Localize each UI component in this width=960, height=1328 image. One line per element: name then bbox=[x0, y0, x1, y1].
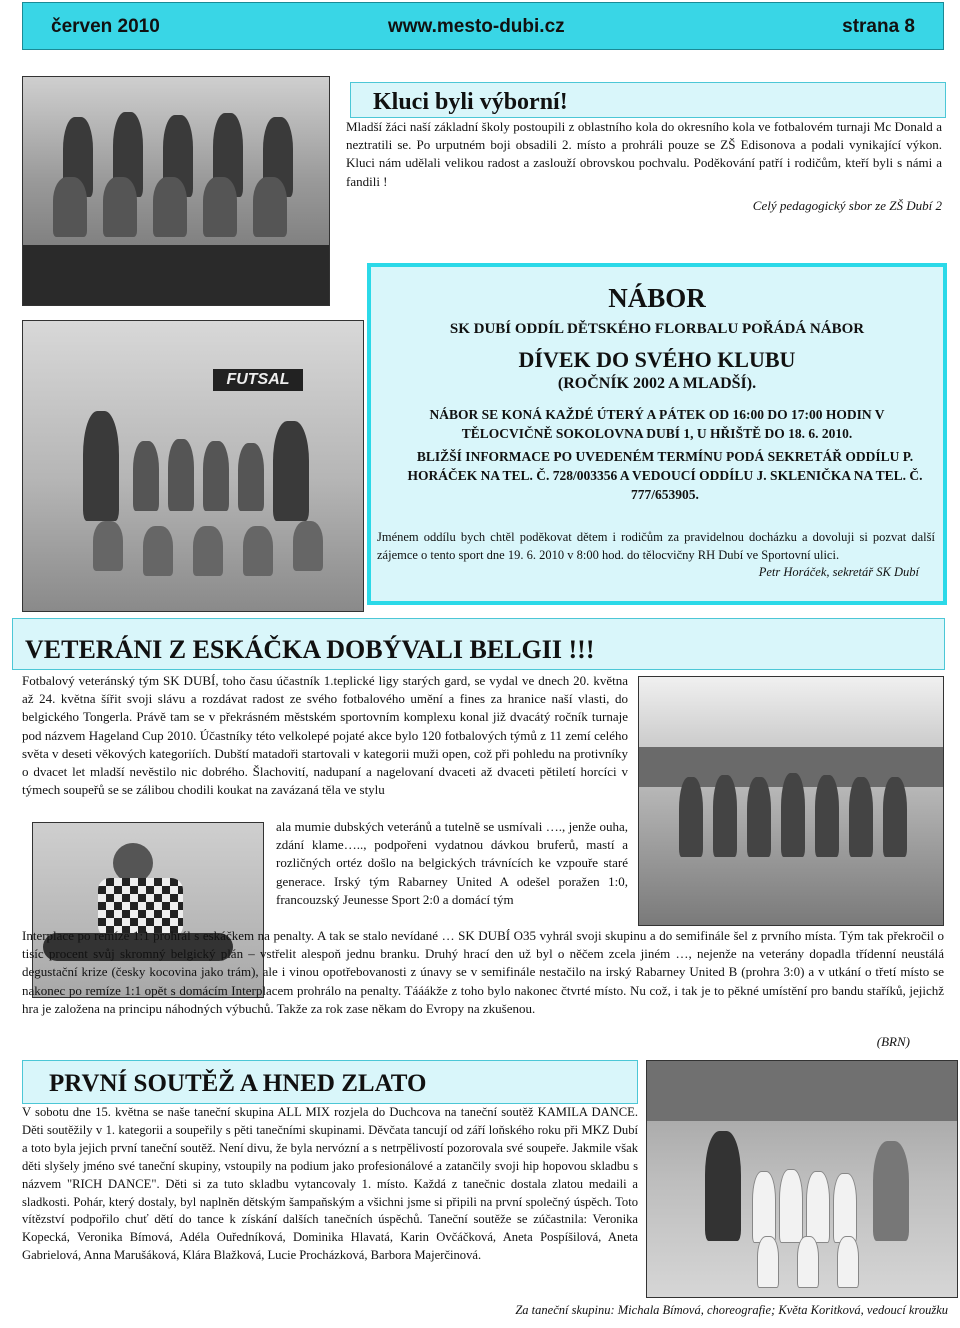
article2-title: VETERÁNI Z ESKÁČKA DOBÝVALI BELGII !!! bbox=[12, 618, 945, 670]
photo-veterans-team bbox=[638, 676, 944, 926]
recruitment-title: NÁBOR bbox=[608, 283, 706, 313]
photo-dance-group bbox=[646, 1060, 958, 1298]
recruitment-line4: NÁBOR SE KONÁ KAŽDÉ ÚTERÝ A PÁTEK OD 16:00 DO 17:00 HODIN V TĚLOCVIČNĚ SOKOLOVNA DUBÍ 1, U HŘIŠTĚ DO 18. 6. 2010. bbox=[429, 407, 885, 441]
article3-body: V sobotu dne 15. května se naše taneční skupina ALL MIX rozjela do Duchcova na taneční soutěž KAMILA DANCE. Děti soutěžily v 1. kategorii a soupeřily s pěti tanečními skupinami. Děvčata tancují od září loňského roku při MKZ Dubí a toto byla jejich první taneční soutěž. Není divu, že byla nervózní a s netrpělivostí pozorovala své soupeře. Jakmile však děti slyšely jméno své taneční skupiny, vstoupily na podium jako profesionálové a zatančily svoji hip hopovou skladbu s názvem "RICH DANCE". Děti si za tuto skladbu vytancovaly 1. místo. Každá z tanečnic dostala zlatou medaili a sladkosti. Pohár, který dostaly, byl naplněn dětským šampaňským a všichni jsme si připili na první společný úspěch. Toto vítězství podpořilo chuť dětí do tance k získání dalších tanečních úspěchů. Taneční soutěže se zúčastnila: Veronika Kopecká, Veronika Bímová, Adéla Ouředníková, Dominika Hlavatá, Karin Ovčáčková, Aneta Pospíšilová, Aneta Gabrielová, Anna Marušáková, Klára Blažková, Lucie Procházková, Barbora Majerčinová. bbox=[22, 1105, 638, 1263]
article2-paragraph2: ala mumie dubských veteránů a tutelně se usmívali …., jenže ouha, zdání klame….., podpořeni vydatnou dávkou bruferů, mastí a rozličných ortéz došlo na belgických trávnících ke vzpouře staré generace. Irský tým Rabarney United A odešel poražen 1:0, francouzský Jeunesse Sport 2:0 a domácí tým bbox=[276, 819, 628, 907]
recruitment-signature: Petr Horáček, sekretář SK Dubí bbox=[758, 565, 919, 579]
recruitment-body: Jménem oddílu bych chtěl poděkovat dětem i rodičům za pravidelnou docházku a dovoluji si pozvat další zájemce o tento sport dne 19. 6. 2010 v 8:00 hod. do tělocvičny RH Dubí ve Sportovní ulici. bbox=[377, 530, 935, 562]
recruitment-line3: (ROČNÍK 2002 A MLADŠÍ). bbox=[557, 375, 757, 392]
article2-paragraph1: Fotbalový veteránský tým SK DUBÍ, toho času účastník 1.teplické ligy starých gard, se vydal ve dnech 20. května až 24. května šířit svoji slávu a rozdávat radost ze svého fotbalového umění a fines za hranice naší vlasti, do belgického Tongerla. Právě tam se v překrásném městském sportovním komplexu konal již dvacátý ročník turnaje pod názvem Hageland Cup 2010. Účastníky této velkolepé pojaté akce bylo 120 fotbalových týmů z 11 zemí celého světa v deseti věkových kategoriích. Dubští matadoři startovali v kategorii muži open, což při pohledu na protivníky o dvacet let mladší nevěstilo nic dobrého. Šlachovití, nadupaní a nagelovaní dvaceti až dvaceti pětiletí horcíci v týmech soupeřů se se zálibou chodili koukat na zavázaná těla ve stylu bbox=[22, 673, 628, 798]
article2-signature: (BRN) bbox=[876, 1034, 910, 1049]
recruitment-notice bbox=[367, 263, 947, 605]
page-header bbox=[22, 2, 944, 50]
recruitment-line5: BLIŽŠÍ INFORMACE PO UVEDENÉM TERMÍNU PODÁ SEKRETÁŘ ODDÍLU P. HORÁČEK NA TEL. Č. 728/003356 A VEDOUCÍ ODDÍLU J. SKLENIČKA NA TEL. Č. 777/653905. bbox=[407, 449, 923, 502]
article1-title: Kluci byli výborní! bbox=[350, 82, 946, 118]
recruitment-line2: DÍVEK DO SVÉHO KLUBU bbox=[518, 347, 796, 372]
page-number: strana 8 bbox=[842, 16, 915, 37]
article2-paragraph3: Interplace po remíze 1:1 prohrál s eskáčkem na penalty. A tak se stalo nevídané … SK DUBÍ O35 vyhrál svoji skupinu a do semifinále šel z prvního místa. Tým tak překročil o tisíc procent svůj skromný belgický plán – vstřelit alespoň jednu branku. Druhý hrací den už byl o něčem zcela jiném …, nejenže na veterány dopadla třídenní neustálá degustační krize (česky kocovina jako trám), ale i vinou opotřebovanosti z únavy se v semifinále nestačilo na irský Rabarney United B (prohra 3:0) a v utkání o třetí místo se nakonec po remíze 1:1 opět s domácím Interplacem prohrálo na penalty. Tááákže z toho bylo nakonec čtvrté místo. Nu což, i tak je to pěkné umístění pro bandu staříků, jejichž hra je založena na principu náhodných výbuchů. Takže za rok zase někam do Evropy na zkušenou. bbox=[22, 928, 944, 1016]
photo-florbal-team bbox=[22, 320, 364, 612]
website-link[interactable]: www.mesto-dubi.cz bbox=[388, 16, 565, 37]
photo-football-boys bbox=[22, 76, 330, 306]
futsal-sign: FUTSAL bbox=[213, 369, 303, 391]
article1-signature: Celý pedagogický sbor ze ZŠ Dubí 2 bbox=[752, 198, 942, 213]
article3-title: PRVNÍ SOUTĚŽ A HNED ZLATO bbox=[22, 1060, 638, 1104]
article1-body: Mladší žáci naší základní školy postoupili z oblastního kola do okresního kola ve fotbalovém turnaji Mc Donald a neztratili se. Po urputném boji obsadili 2. místo a prohráli pouze se ZŠ Edisonova a podali vynikající výkon. Kluci nám udělali velikou radost a zaslouží obrovskou pochvalu. Poděkování patří i rodičům, kteří byli s námi a fandili ! bbox=[346, 119, 942, 189]
article3-signature: Za taneční skupinu: Michala Bímová, choreografie; Květa Koritková, vedoucí kroužku bbox=[515, 1303, 948, 1317]
issue-date: červen 2010 bbox=[51, 16, 160, 37]
recruitment-line1: SK DUBÍ ODDÍL DĚTSKÉHO FLORBALU POŘÁDÁ NÁBOR bbox=[449, 321, 865, 337]
